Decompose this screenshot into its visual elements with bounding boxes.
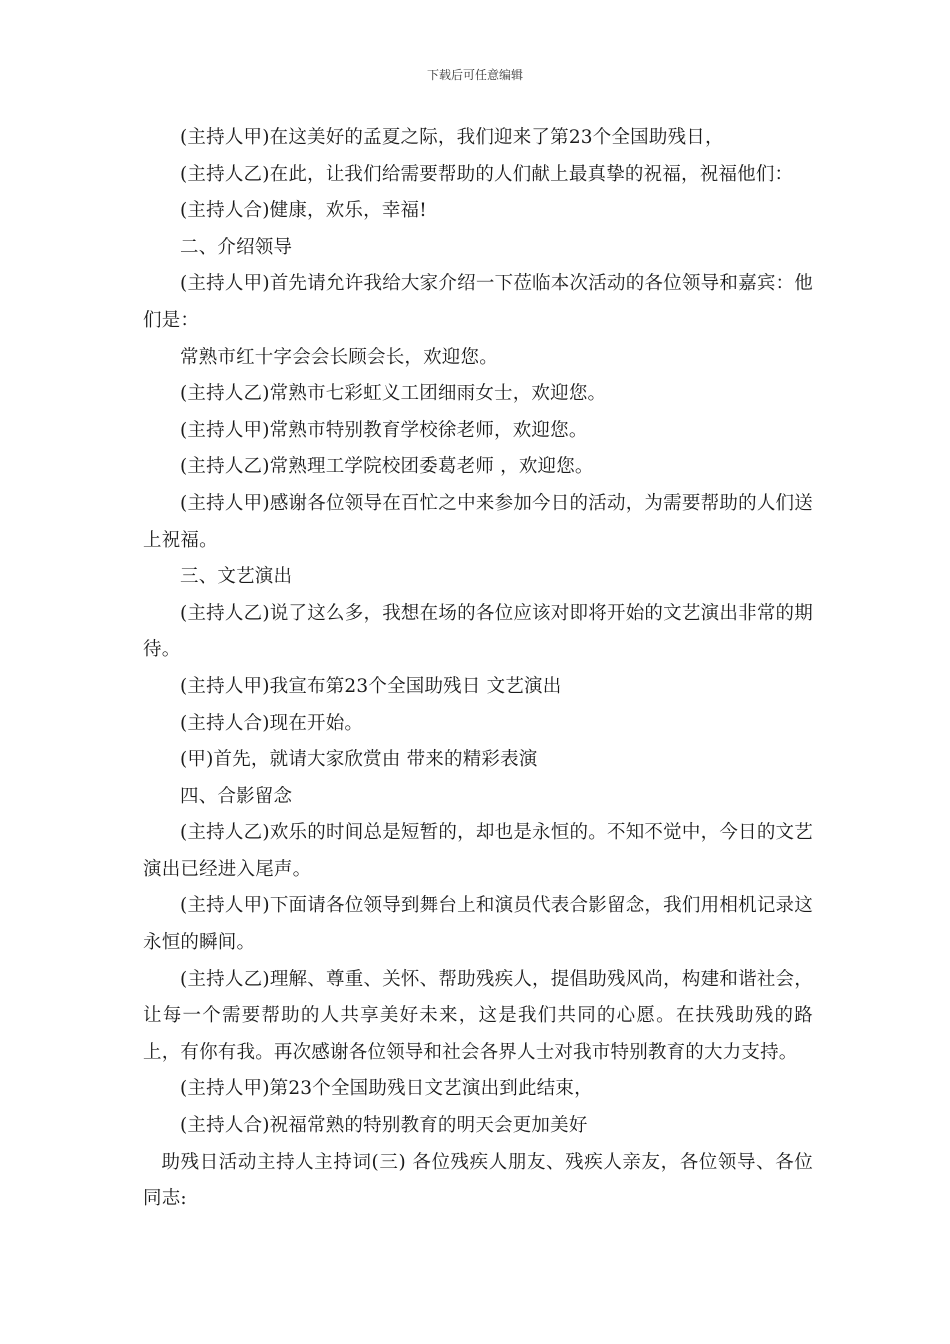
paragraph: (主持人甲)在这美好的孟夏之际，我们迎来了第23个全国助残日， — [180, 127, 724, 148]
paragraph: (主持人甲)下面请各位领导到舞台上和演员代表合影留念，我们用相机记录这永恒的瞬间。 — [143, 895, 813, 954]
paragraph: (主持人甲)首先请允许我给大家介绍一下莅临本次活动的各位领导和嘉宾：他们是： — [143, 273, 813, 331]
paragraph: (主持人甲)感谢各位领导在百忙之中来参加今日的活动，为需要帮助的人们送上祝福。 — [143, 492, 813, 551]
paragraph: (主持人合)健康，欢乐，幸福! — [180, 200, 427, 222]
paragraph: (主持人甲)第23个全国助残日文艺演出到此结束， — [180, 1078, 593, 1100]
paragraph: (主持人乙)常熟理工学院校团委葛老师 ，欢迎您。 — [180, 456, 594, 478]
section-heading: 三、文艺演出 — [180, 566, 293, 588]
paragraph: (主持人甲)我宣布第23个全国助残日 文艺演出 — [180, 675, 562, 697]
section-heading: 四、合影留念 — [180, 785, 293, 807]
section-heading: 二、介绍领导 — [180, 236, 293, 258]
paragraph: 助残日活动主持人主持词(三) 各位残疾人朋友、残疾人亲友，各位领导、各位同志: — [143, 1151, 813, 1210]
document-body — [143, 120, 813, 1218]
paragraph: 常熟市红十字会会长顾会长，欢迎您。 — [180, 346, 498, 368]
paragraph: (主持人乙)说了这么多，我想在场的各位应该对即将开始的文艺演出非常的期待。 — [143, 602, 813, 661]
paragraph: (主持人乙)欢乐的时间总是短暂的，却也是永恒的。不知不觉中，今日的文艺演出已经进入尾声。 — [143, 822, 813, 880]
paragraph: (甲)首先，就请大家欣赏由 带来的精彩表演 — [180, 749, 538, 771]
paragraph: (主持人乙)理解、尊重、关怀、帮助残疾人，提倡助残风尚，构建和谐社会，让每一个需要帮助的人共享美好未来，这是我们共同的心愿。在扶残助残的路上，有你有我。再次感谢各位领导和社会各界人士对我市特别教育的大力支持。 — [143, 968, 813, 1063]
paragraph: (主持人甲)常熟市特别教育学校徐老师，欢迎您。 — [180, 419, 588, 441]
paragraph: (主持人乙)常熟市七彩虹义工团细雨女士，欢迎您。 — [180, 383, 607, 405]
paragraph: (主持人合)祝福常熟的特别教育的明天会更加美好 — [180, 1115, 588, 1137]
paragraph: (主持人乙)在此，让我们给需要帮助的人们献上最真挚的祝福，祝福他们： — [180, 163, 794, 185]
paragraph: (主持人合)现在开始。 — [180, 712, 364, 734]
page-header: 下载后可任意编辑 — [426, 68, 523, 82]
